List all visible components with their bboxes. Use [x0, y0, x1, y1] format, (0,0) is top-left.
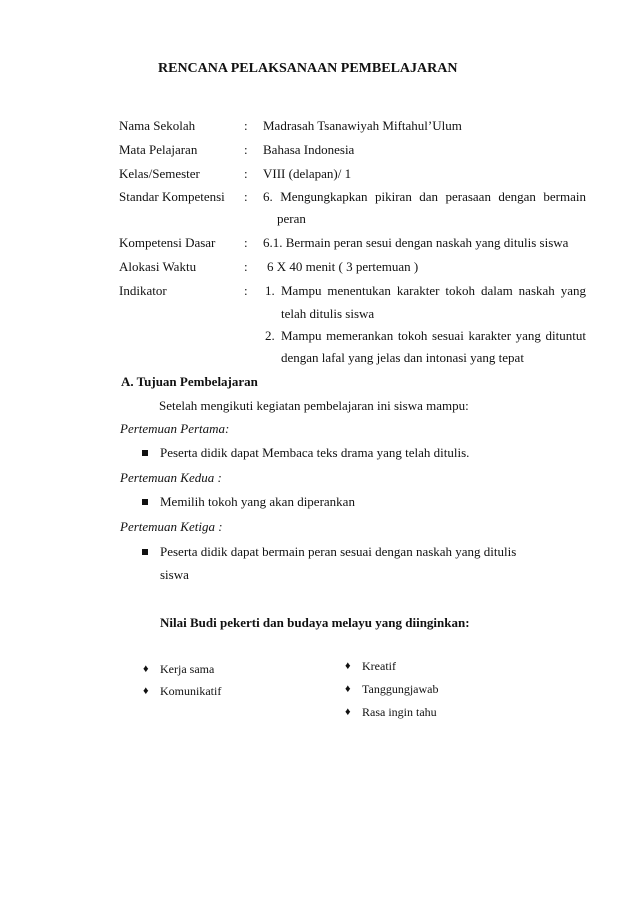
value-item: Tanggungjawab: [362, 682, 439, 696]
info-label: Indikator: [119, 283, 167, 298]
info-value: Bahasa Indonesia: [263, 142, 355, 157]
meeting-item: Peserta didik dapat Membaca teks drama yang telah ditulis.: [160, 445, 470, 460]
info-value: VIII (delapan)/ 1: [263, 166, 352, 181]
diamond-bullet-icon: ♦: [345, 660, 351, 672]
indicator-continuation: telah ditulis siswa: [281, 306, 375, 321]
section-heading: A. Tujuan Pembelajaran: [121, 374, 258, 389]
indicator-number: 1.: [265, 283, 275, 298]
word: Mampu: [281, 283, 322, 298]
word: karakter: [396, 283, 440, 298]
info-colon: :: [244, 189, 248, 204]
word: menentukan: [327, 283, 391, 298]
info-colon: :: [244, 142, 248, 157]
info-colon: :: [244, 118, 248, 133]
meeting-title: Pertemuan Ketiga :: [120, 519, 223, 534]
diamond-bullet-icon: ♦: [143, 663, 149, 675]
info-value: 6 X 40 menit ( 3 pertemuan ): [267, 259, 419, 274]
word: bermain: [543, 189, 586, 204]
indicator-line: [281, 283, 586, 299]
word: pikiran: [375, 189, 412, 204]
info-value: Madrasah Tsanawiyah Miftahul’Ulum: [263, 118, 462, 133]
word: dalam: [480, 283, 513, 298]
word: 6.: [263, 189, 273, 204]
square-bullet-icon: [142, 450, 148, 456]
word: yang: [515, 328, 541, 343]
meeting-title: Pertemuan Pertama:: [120, 421, 230, 436]
indicator-line: [281, 328, 586, 344]
info-value: 6.1. Bermain peran sesui dengan naskah yang ditulis siswa: [263, 235, 569, 250]
word: dan: [419, 189, 439, 204]
word: dituntut: [545, 328, 586, 343]
word: yang: [560, 283, 586, 298]
word: sesuai: [432, 328, 464, 343]
info-colon: :: [244, 259, 248, 274]
info-value-continuation: peran: [277, 211, 306, 226]
page-title: RENCANA PELAKSANAAN PEMBELAJARAN: [158, 61, 458, 76]
value-item: Kreatif: [362, 659, 396, 673]
square-bullet-icon: [142, 549, 148, 555]
info-label: Alokasi Waktu: [119, 259, 197, 274]
value-item: Rasa ingin tahu: [362, 705, 437, 719]
diamond-bullet-icon: ♦: [345, 706, 351, 718]
info-colon: :: [244, 283, 248, 298]
meeting-item: Peserta didik dapat bermain peran sesuai dengan naskah yang ditulis: [160, 544, 517, 559]
info-label: Standar Kompetensi: [119, 189, 225, 204]
info-label: Kelas/Semester: [119, 166, 200, 181]
diamond-bullet-icon: ♦: [345, 683, 351, 695]
indicator-continuation: dengan lafal yang jelas dan intonasi yang tepat: [281, 350, 524, 365]
word: tokoh: [445, 283, 476, 298]
info-label: Kompetensi Dasar: [119, 235, 216, 250]
value-item: Komunikatif: [160, 684, 222, 698]
meeting-item: Memilih tokoh yang akan diperankan: [160, 494, 355, 509]
word: Mengungkapkan: [280, 189, 368, 204]
info-label: Nama Sekolah: [119, 118, 196, 133]
square-bullet-icon: [142, 499, 148, 505]
section-intro: Setelah mengikuti kegiatan pembelajaran ini siswa mampu:: [159, 398, 469, 413]
word: dengan: [498, 189, 536, 204]
word: Mampu: [281, 328, 322, 343]
word: karakter: [468, 328, 512, 343]
word: perasaan: [445, 189, 491, 204]
info-value-justified: [263, 189, 586, 205]
info-label: Mata Pelajaran: [119, 142, 198, 157]
info-colon: :: [244, 166, 248, 181]
meeting-item-continuation: siswa: [160, 567, 189, 582]
meeting-title: Pertemuan Kedua :: [120, 470, 222, 485]
values-heading: Nilai Budi pekerti dan budaya melayu yang diinginkan:: [160, 615, 470, 630]
word: memerankan: [326, 328, 394, 343]
diamond-bullet-icon: ♦: [143, 685, 149, 697]
info-colon: :: [244, 235, 248, 250]
indicator-number: 2.: [265, 328, 275, 343]
word: naskah: [518, 283, 555, 298]
value-item: Kerja sama: [160, 662, 215, 676]
word: tokoh: [397, 328, 428, 343]
